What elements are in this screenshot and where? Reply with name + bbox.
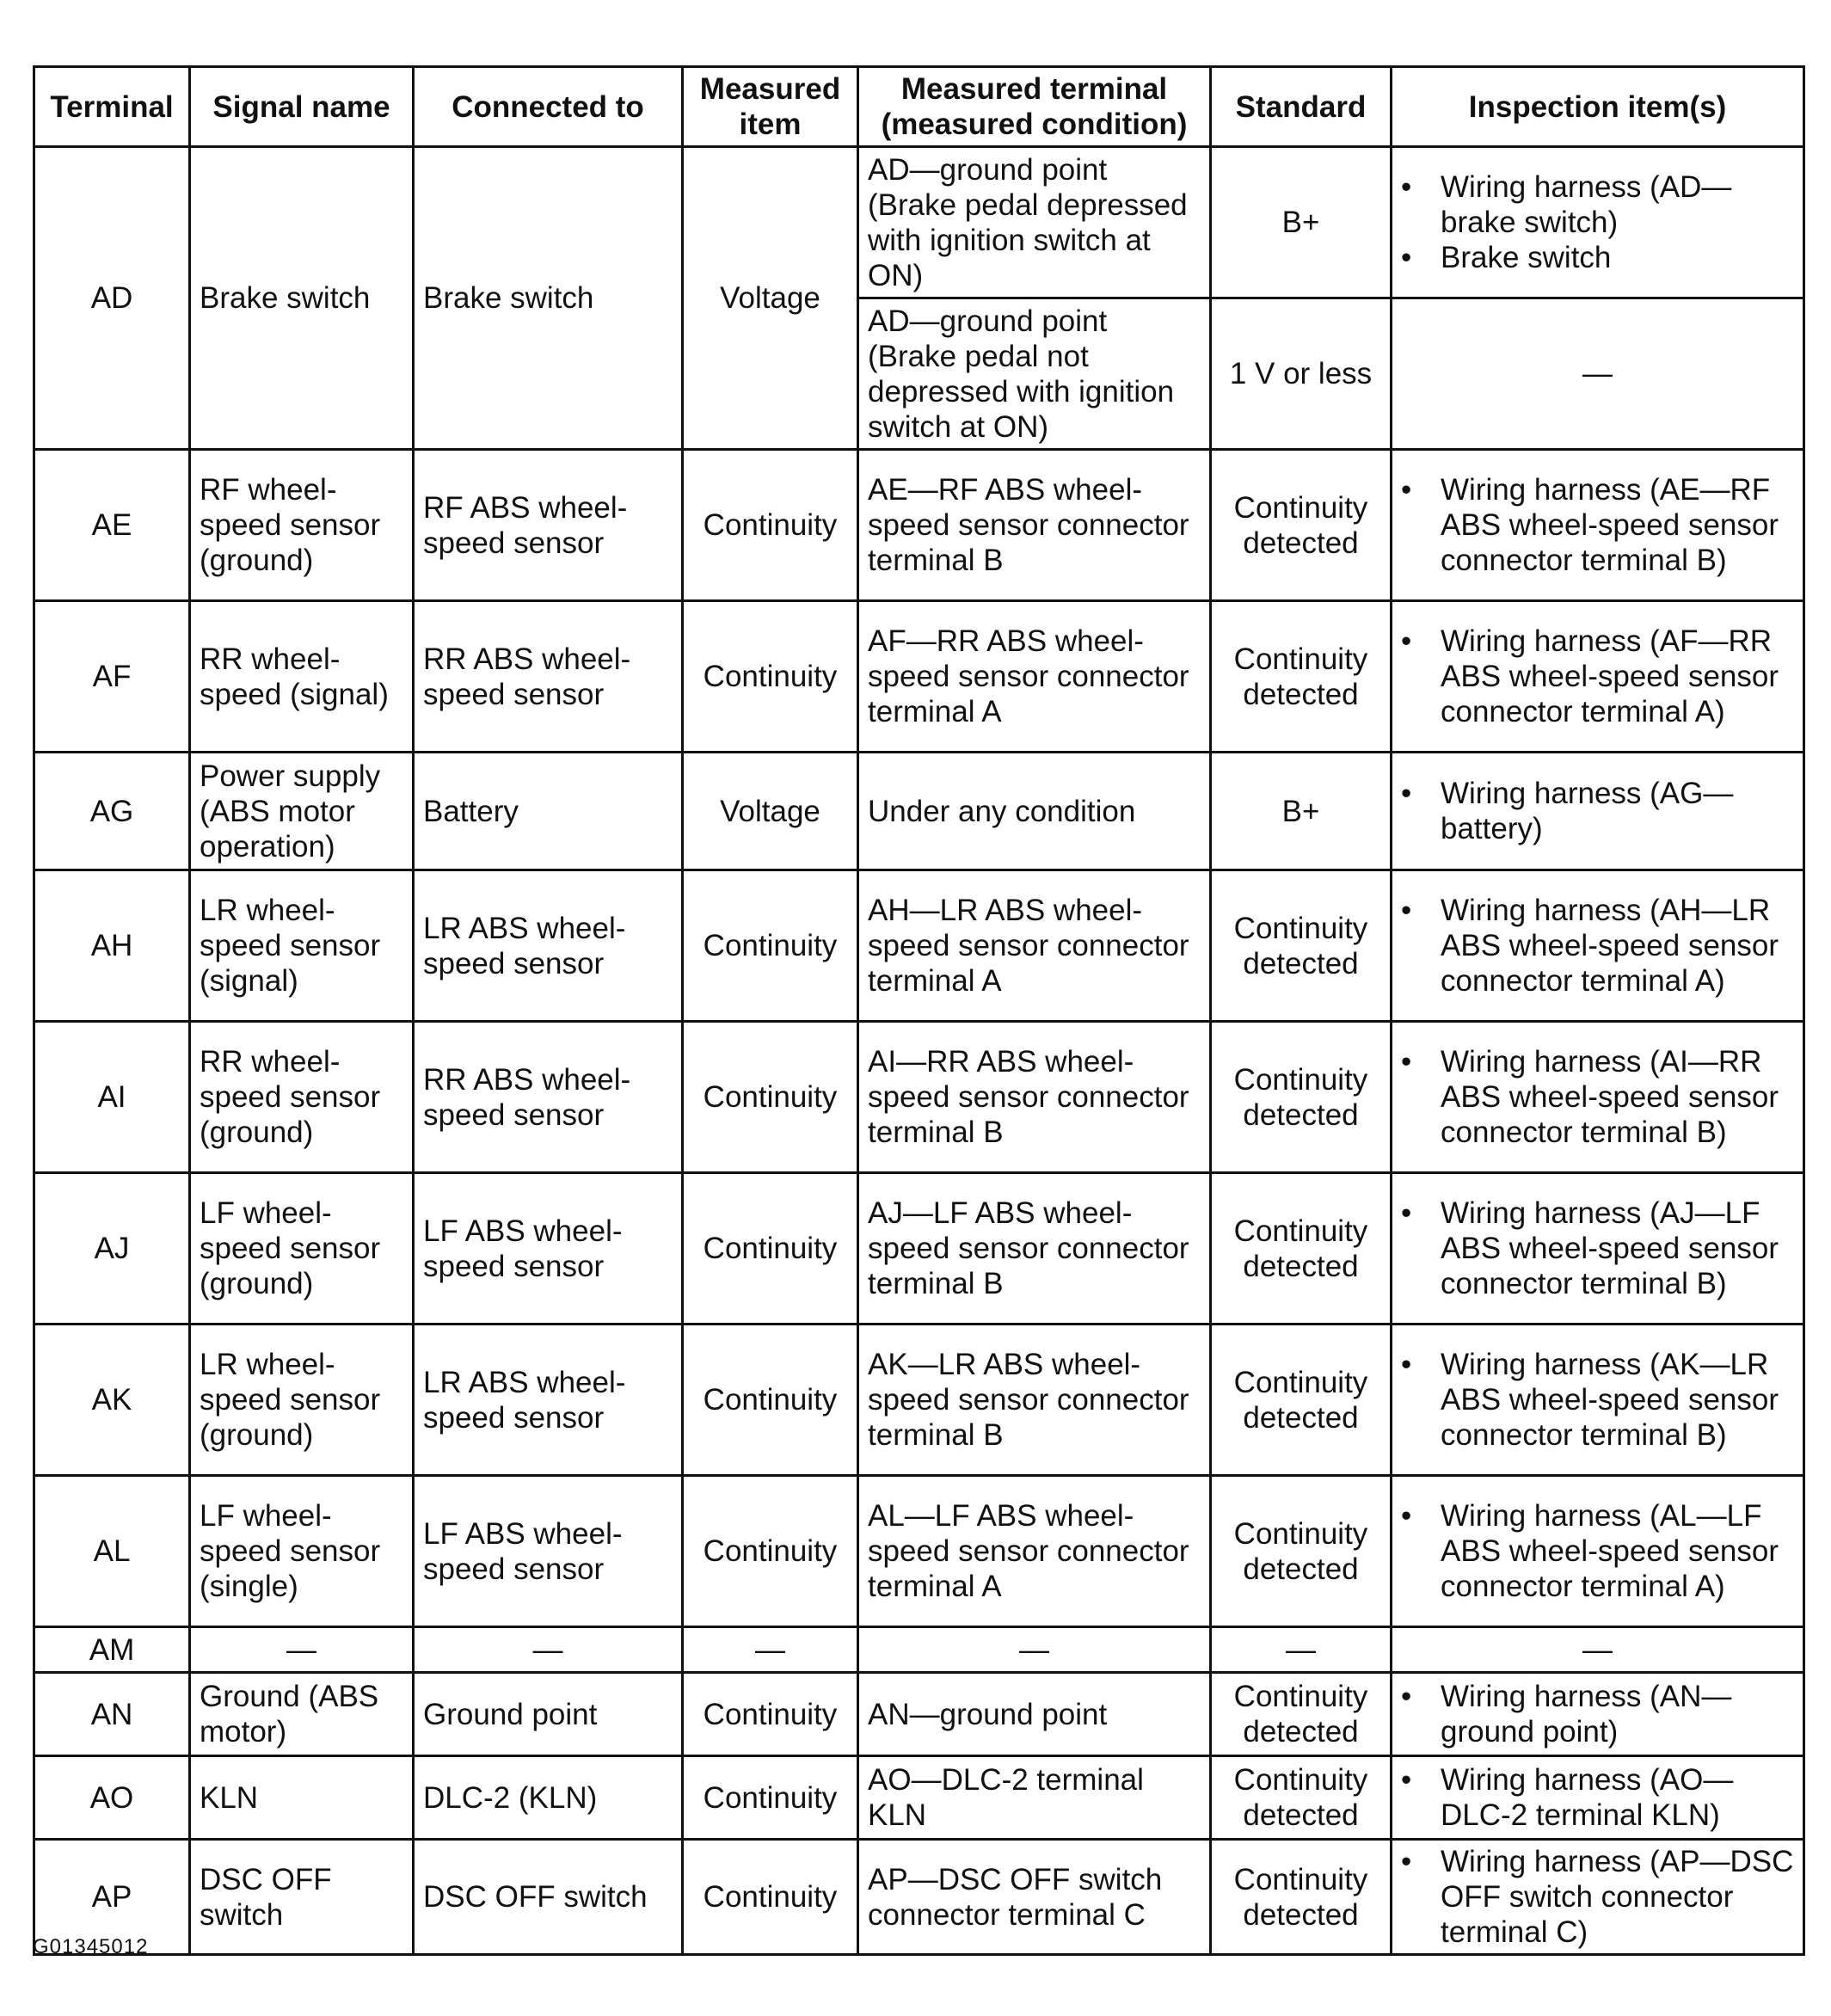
table-row xyxy=(34,1476,1804,1627)
standard-cell: Continuity detected xyxy=(1211,1022,1392,1173)
measured-item-cell: Continuity xyxy=(683,450,858,601)
terminal-inspection-table-container xyxy=(33,65,1803,1956)
table-row xyxy=(34,1756,1804,1840)
standard-cell: B+ xyxy=(1211,753,1392,870)
connected-to-cell: — xyxy=(414,1627,683,1673)
inspection-item: • Wiring harness (AP—DSC OFF switch connector terminal C) xyxy=(1441,1844,1794,1950)
measured-item-cell: Continuity xyxy=(683,1673,858,1756)
measured-item-cell: Continuity xyxy=(683,1756,858,1840)
table-row xyxy=(34,1627,1804,1673)
signal-name-cell: — xyxy=(190,1627,414,1673)
signal-name-cell: DSC OFF switch xyxy=(190,1840,414,1955)
measured-item-cell: Continuity xyxy=(683,1022,858,1173)
inspection-cell xyxy=(1392,753,1804,870)
table-row xyxy=(34,1022,1804,1173)
measured-terminal-cell: AE—RF ABS wheel-speed sensor connector terminal B xyxy=(858,450,1211,601)
measured-item-cell: Continuity xyxy=(683,1173,858,1325)
figure-id-label: G01345012 xyxy=(33,1935,149,1958)
measured-item-cell: Voltage xyxy=(683,147,858,450)
connected-to-cell: DSC OFF switch xyxy=(414,1840,683,1955)
measured-terminal-cell: — xyxy=(858,1627,1211,1673)
terminal-cell: AF xyxy=(34,601,190,753)
signal-name-cell: KLN xyxy=(190,1756,414,1840)
inspection-list xyxy=(1401,169,1794,275)
inspection-item: • Wiring harness (AK—LR ABS wheel-speed sensor connector terminal B) xyxy=(1441,1347,1794,1453)
header-standard: Standard xyxy=(1211,67,1392,147)
terminal-cell: AL xyxy=(34,1476,190,1627)
signal-name-cell: Brake switch xyxy=(190,147,414,450)
signal-name-cell: Ground (ABS motor) xyxy=(190,1673,414,1756)
terminal-cell: AP xyxy=(34,1840,190,1955)
measured-terminal-cell: AN—ground point xyxy=(858,1673,1211,1756)
inspection-list xyxy=(1401,1195,1794,1301)
header-signal-name: Signal name xyxy=(190,67,414,147)
signal-name-cell: RF wheel-speed sensor (ground) xyxy=(190,450,414,601)
terminal-cell: AH xyxy=(34,870,190,1022)
connected-to-cell: LR ABS wheel-speed sensor xyxy=(414,870,683,1022)
inspection-item: • Wiring harness (AH—LR ABS wheel-speed sensor connector terminal A) xyxy=(1441,893,1794,999)
measured-terminal-cell: AD—ground point (Brake pedal depressed with ignition switch at ON) xyxy=(858,147,1211,298)
table-row xyxy=(34,147,1804,298)
inspection-item: • Wiring harness (AF—RR ABS wheel-speed sensor connector terminal A) xyxy=(1441,624,1794,729)
header-row xyxy=(34,67,1804,147)
inspection-list xyxy=(1401,1347,1794,1453)
inspection-item: • Brake switch xyxy=(1441,240,1794,275)
inspection-item: • Wiring harness (AE—RF ABS wheel-speed sensor connector terminal B) xyxy=(1441,472,1794,578)
measured-terminal-cell: AL—LF ABS wheel-speed sensor connector terminal A xyxy=(858,1476,1211,1627)
inspection-cell xyxy=(1392,1173,1804,1325)
terminal-cell: AJ xyxy=(34,1173,190,1325)
inspection-item: • Wiring harness (AG—battery) xyxy=(1441,776,1794,846)
inspection-list xyxy=(1401,1044,1794,1150)
standard-cell: Continuity detected xyxy=(1211,1476,1392,1627)
standard-cell: Continuity detected xyxy=(1211,1325,1392,1476)
inspection-item: • Wiring harness (AO—DLC-2 terminal KLN) xyxy=(1441,1762,1794,1833)
inspection-cell: — xyxy=(1392,298,1804,450)
inspection-cell xyxy=(1392,147,1804,298)
connected-to-cell: DLC-2 (KLN) xyxy=(414,1756,683,1840)
measured-terminal-cell: AF—RR ABS wheel-speed sensor connector terminal A xyxy=(858,601,1211,753)
table-row xyxy=(34,601,1804,753)
terminal-cell: AM xyxy=(34,1627,190,1673)
measured-item-cell: — xyxy=(683,1627,858,1673)
signal-name-cell: RR wheel-speed sensor (ground) xyxy=(190,1022,414,1173)
table-row xyxy=(34,450,1804,601)
measured-terminal-cell: AH—LR ABS wheel-speed sensor connector terminal A xyxy=(858,870,1211,1022)
connected-to-cell: RR ABS wheel-speed sensor xyxy=(414,1022,683,1173)
standard-cell: Continuity detected xyxy=(1211,1756,1392,1840)
inspection-cell xyxy=(1392,1022,1804,1173)
connected-to-cell: Battery xyxy=(414,753,683,870)
inspection-item: • Wiring harness (AD—brake switch) xyxy=(1441,169,1794,240)
signal-name-cell: LR wheel-speed sensor (ground) xyxy=(190,1325,414,1476)
inspection-cell xyxy=(1392,601,1804,753)
connected-to-cell: RF ABS wheel-speed sensor xyxy=(414,450,683,601)
measured-terminal-cell: AO—DLC-2 terminal KLN xyxy=(858,1756,1211,1840)
inspection-item: • Wiring harness (AL—LF ABS wheel-speed sensor connector terminal A) xyxy=(1441,1498,1794,1604)
inspection-list xyxy=(1401,1679,1794,1749)
header-connected-to: Connected to xyxy=(414,67,683,147)
standard-cell: Continuity detected xyxy=(1211,450,1392,601)
standard-cell: Continuity detected xyxy=(1211,601,1392,753)
table-row xyxy=(34,1840,1804,1955)
measured-terminal-cell: AK—LR ABS wheel-speed sensor connector terminal B xyxy=(858,1325,1211,1476)
inspection-cell xyxy=(1392,1325,1804,1476)
header-inspection-items: Inspection item(s) xyxy=(1392,67,1804,147)
signal-name-cell: Power supply (ABS motor operation) xyxy=(190,753,414,870)
table-row xyxy=(34,1673,1804,1756)
inspection-cell xyxy=(1392,1476,1804,1627)
inspection-list xyxy=(1401,1844,1794,1950)
measured-item-cell: Voltage xyxy=(683,753,858,870)
signal-name-cell: LF wheel-speed sensor (single) xyxy=(190,1476,414,1627)
terminal-cell: AE xyxy=(34,450,190,601)
inspection-cell: — xyxy=(1392,1627,1804,1673)
inspection-list xyxy=(1401,624,1794,729)
terminal-cell: AI xyxy=(34,1022,190,1173)
inspection-item: • Wiring harness (AI—RR ABS wheel-speed sensor connector terminal B) xyxy=(1441,1044,1794,1150)
measured-terminal-cell: Under any condition xyxy=(858,753,1211,870)
inspection-list xyxy=(1401,472,1794,578)
terminal-cell: AK xyxy=(34,1325,190,1476)
table-row xyxy=(34,870,1804,1022)
measured-item-cell: Continuity xyxy=(683,1476,858,1627)
connected-to-cell: LR ABS wheel-speed sensor xyxy=(414,1325,683,1476)
inspection-cell xyxy=(1392,1673,1804,1756)
measured-terminal-cell: AD—ground point (Brake pedal not depressed with ignition switch at ON) xyxy=(858,298,1211,450)
connected-to-cell: LF ABS wheel-speed sensor xyxy=(414,1173,683,1325)
table-row xyxy=(34,1325,1804,1476)
measured-item-cell: Continuity xyxy=(683,870,858,1022)
inspection-list xyxy=(1401,1498,1794,1604)
inspection-cell xyxy=(1392,1840,1804,1955)
inspection-cell xyxy=(1392,870,1804,1022)
standard-cell: Continuity detected xyxy=(1211,870,1392,1022)
signal-name-cell: LF wheel-speed sensor (ground) xyxy=(190,1173,414,1325)
signal-name-cell: LR wheel-speed sensor (signal) xyxy=(190,870,414,1022)
standard-cell: B+ xyxy=(1211,147,1392,298)
inspection-list xyxy=(1401,893,1794,999)
measured-item-cell: Continuity xyxy=(683,601,858,753)
measured-item-cell: Continuity xyxy=(683,1325,858,1476)
terminal-cell: AD xyxy=(34,147,190,450)
standard-cell: Continuity detected xyxy=(1211,1173,1392,1325)
header-terminal: Terminal xyxy=(34,67,190,147)
inspection-list xyxy=(1401,1762,1794,1833)
connected-to-cell: RR ABS wheel-speed sensor xyxy=(414,601,683,753)
standard-cell: — xyxy=(1211,1627,1392,1673)
inspection-item: • Wiring harness (AJ—LF ABS wheel-speed sensor connector terminal B) xyxy=(1441,1195,1794,1301)
header-measured-item: Measured item xyxy=(683,67,858,147)
standard-cell: 1 V or less xyxy=(1211,298,1392,450)
connected-to-cell: LF ABS wheel-speed sensor xyxy=(414,1476,683,1627)
terminal-cell: AO xyxy=(34,1756,190,1840)
connected-to-cell: Ground point xyxy=(414,1673,683,1756)
inspection-cell xyxy=(1392,1756,1804,1840)
measured-terminal-cell: AJ—LF ABS wheel-speed sensor connector terminal B xyxy=(858,1173,1211,1325)
measured-terminal-cell: AI—RR ABS wheel-speed sensor connector terminal B xyxy=(858,1022,1211,1173)
terminal-inspection-table xyxy=(33,65,1805,1956)
measured-terminal-cell: AP—DSC OFF switch connector terminal C xyxy=(858,1840,1211,1955)
standard-cell: Continuity detected xyxy=(1211,1673,1392,1756)
table-row xyxy=(34,1173,1804,1325)
measured-item-cell: Continuity xyxy=(683,1840,858,1955)
standard-cell: Continuity detected xyxy=(1211,1840,1392,1955)
inspection-list xyxy=(1401,776,1794,846)
connected-to-cell: Brake switch xyxy=(414,147,683,450)
terminal-cell: AG xyxy=(34,753,190,870)
header-measured-terminal: Measured terminal (measured condition) xyxy=(858,67,1211,147)
inspection-cell xyxy=(1392,450,1804,601)
terminal-cell: AN xyxy=(34,1673,190,1756)
signal-name-cell: RR wheel-speed (signal) xyxy=(190,601,414,753)
inspection-item: • Wiring harness (AN—ground point) xyxy=(1441,1679,1794,1749)
table-row xyxy=(34,753,1804,870)
